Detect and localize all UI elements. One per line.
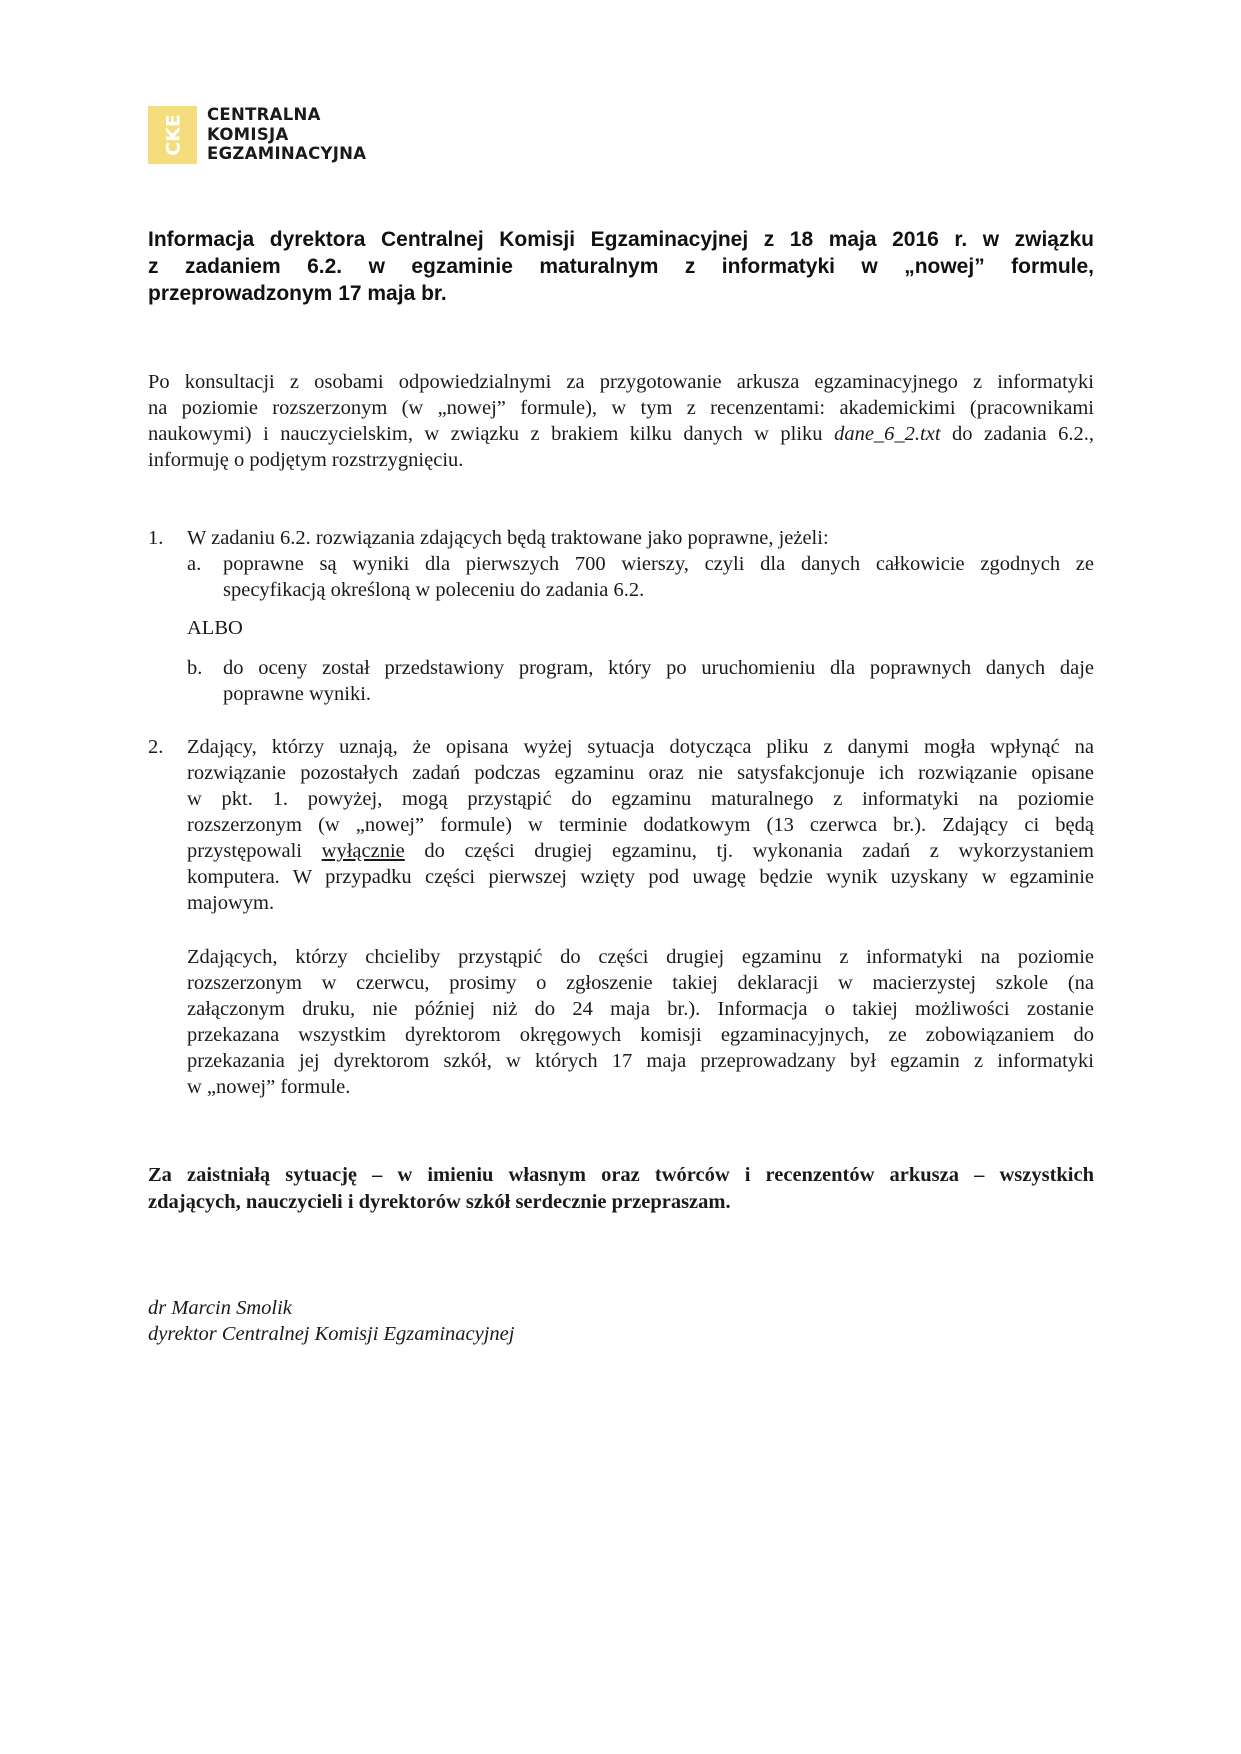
sub-item-a-line-1: poprawne są wyniki dla pierwszych 700 wierszy, czyli dla danych całkowicie zgodnych ze: [223, 553, 1094, 575]
logo-line-3: EGZAMINACYJNA: [207, 144, 367, 163]
underlined-exclusively: wyłącznie: [321, 840, 405, 862]
document-heading: [148, 226, 1094, 307]
cke-logo: [148, 106, 366, 164]
item-2-line-5: przystępowali wyłącznie do części drugiej egzaminu, tj. wykonania zadań z wykorzystaniem: [187, 840, 1094, 862]
sub-item-b-line-1: do oceny został przedstawiony program, który po uruchomieniu dla poprawnych danych daje: [223, 657, 1094, 679]
item-2-line-2: rozwiązanie pozostałych zadań podczas egzaminu oraz nie satysfakcjonuje ich rozwiązanie opisane: [187, 762, 1094, 784]
apology-line-1: Za zaistniałą sytuację – w imieniu własnym oraz twórców i recenzentów arkusza – wszystkich: [148, 1164, 1094, 1186]
item-2-p2-line-3: załączonym druku, nie później niż do 24 maja br.). Informacja o takiej możliwości zostanie: [187, 998, 1094, 1020]
item-2-line-1: Zdający, którzy uznają, że opisana wyżej sytuacja dotycząca pliku z danymi mogła wpłynąć na: [187, 736, 1094, 758]
list-number-2: 2.: [148, 736, 164, 758]
list-item-1: [148, 525, 1094, 725]
sub-item-a-line-2: specyfikacją określoną w poleceniu do zadania 6.2.: [223, 579, 645, 601]
signature-name: dr Marcin Smolik: [148, 1297, 292, 1319]
item-2-line-6: komputera. W przypadku części pierwszej wzięty pod uwagę będzie wynik uzyskany w egzaminie: [187, 866, 1094, 888]
signature-title: dyrektor Centralnej Komisji Egzaminacyjnej: [148, 1323, 515, 1345]
item-1-text: W zadaniu 6.2. rozwiązania zdających będą traktowane jako poprawne, jeżeli:: [187, 527, 829, 549]
sub-item-b-line-2: poprawne wyniki.: [223, 683, 372, 705]
logo-line-1: CENTRALNA: [207, 105, 321, 124]
sub-item-a-text: [223, 551, 1094, 603]
signature-block: [148, 1295, 514, 1347]
heading-line-3: przeprowadzonym 17 maja br.: [148, 282, 447, 305]
cke-logo-mark-text: CKE: [162, 114, 185, 156]
item-2-paragraph-2: [187, 944, 1094, 1100]
logo-wordmark: [207, 105, 366, 164]
apology-line-2: zdających, nauczycieli i dyrektorów szkół serdecznie przepraszam.: [148, 1191, 731, 1213]
sub-item-a-letter: a.: [187, 553, 202, 575]
intro-line-2: na poziomie rozszerzonym (w „nowej” formule), w tym z recenzentami: akademickimi (pracownikami: [148, 397, 1094, 419]
intro-line-4: informuję o podjętym rozstrzygnięciu.: [148, 449, 464, 471]
apology-paragraph: [148, 1162, 1094, 1216]
list-item-2: [148, 734, 1094, 1114]
heading-line-2: z zadaniem 6.2. w egzaminie maturalnym z informatyki w „nowej” formule,: [148, 255, 1094, 278]
item-2-p2-line-1: Zdających, którzy chcieliby przystąpić do części drugiej egzaminu z informatyki na poziomie: [187, 946, 1094, 968]
heading-line-1: Informacja dyrektora Centralnej Komisji Egzaminacyjnej z 18 maja 2016 r. w związku: [148, 228, 1094, 251]
item-2-p2-line-4: przekazana wszystkim dyrektorom okręgowych komisji egzaminacyjnych, ze zobowiązaniem do: [187, 1024, 1094, 1046]
sub-item-b-text: [223, 655, 1094, 707]
list-number-1: 1.: [148, 527, 164, 549]
data-file-name: dane_6_2.txt: [834, 423, 941, 445]
albo-label: ALBO: [187, 617, 243, 639]
intro-paragraph: [148, 369, 1094, 473]
logo-line-2: KOMISJA: [207, 124, 289, 144]
cke-logo-mark: [148, 106, 197, 164]
item-2-line-7: majowym.: [187, 892, 275, 914]
item-2-p2-line-2: rozszerzonym w czerwcu, prosimy o zgłoszenie takiej deklaracji w macierzystej szkole (na: [187, 972, 1094, 994]
item-2-p2-line-5: przekazania jej dyrektorom szkół, w których 17 maja przeprowadzany był egzamin z informatyki: [187, 1050, 1094, 1072]
sub-item-b-letter: b.: [187, 657, 203, 679]
item-2-line-4: rozszerzonym (w „nowej” formule) w terminie dodatkowym (13 czerwca br.). Zdający ci będą: [187, 814, 1094, 836]
item-2-paragraph-1: [187, 734, 1094, 916]
intro-line-1: Po konsultacji z osobami odpowiedzialnymi za przygotowanie arkusza egzaminacyjnego z informatyki: [148, 371, 1094, 393]
item-2-p2-line-6: w „nowej” formule.: [187, 1076, 351, 1098]
item-2-line-3: w pkt. 1. powyżej, mogą przystąpić do egzaminu maturalnego z informatyki na poziomie: [187, 788, 1094, 810]
intro-line-3: naukowymi) i nauczycielskim, w związku z brakiem kilku danych w pliku dane_6_2.txt do zadania 6.2.,: [148, 423, 1094, 445]
